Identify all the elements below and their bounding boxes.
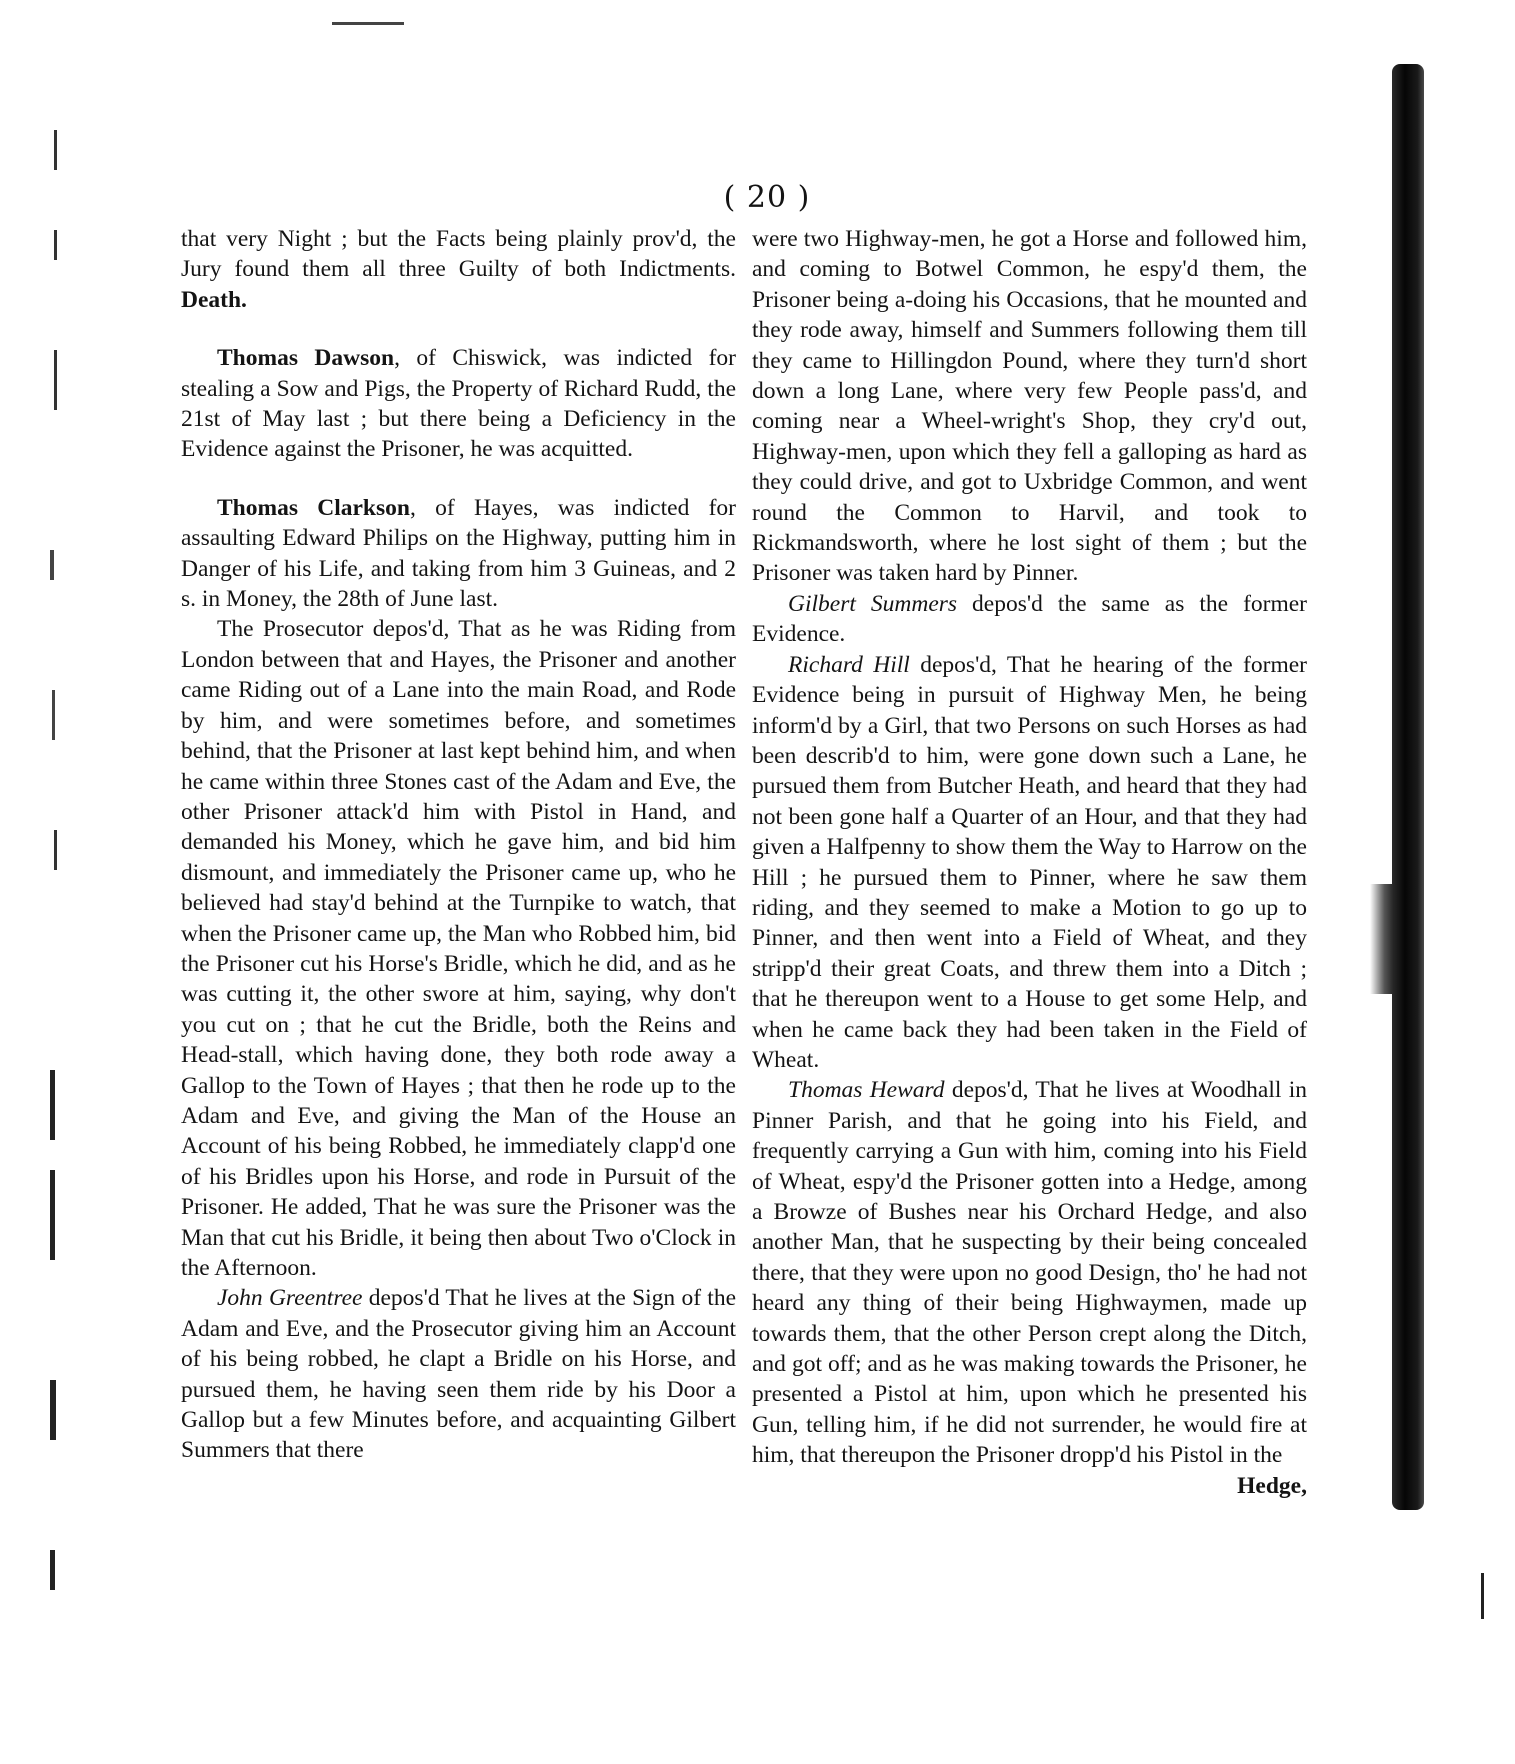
defendant-name: Thomas Clarkson — [217, 494, 410, 521]
paragraph-heward: Thomas Heward depos'd, That he lives at Woodhall in Pinner Parish, and that he going into his Field, and frequently carrying a Gun with him, coming into his Field of Wheat, espy'd the Prisoner gotten into a Hedge, among a Browze of Bushes near his Orchard Hedge, and also another Man, that he suspecting by their being concealed there, that they were upon no good Design, tho' he had not heard any thing of their being Highwaymen, made up towards them, that the other Person crept along the Ditch, and got off; and as he was making towards the Prisoner, he presented a Pistol at him, upon which he presented his Gun, telling him, if he did not surrender, he would fire at him, that thereupon the Prisoner dropp'd his Pistol in the — [752, 1077, 1307, 1469]
defendant-name: Thomas Dawson — [217, 345, 395, 372]
left-column — [181, 224, 736, 1466]
paragraph-summers: Gilbert Summers depos'd the same as the former Evidence. — [752, 590, 1308, 648]
paragraph-verdict-death: that very Night ; but the Facts being plainly prov'd, the Jury found them all three Guilty of both Indictments. Death. — [181, 226, 736, 313]
scan-artifact-rule — [1481, 1573, 1484, 1619]
paragraph-prosecutor: The Prosecutor depos'd, That as he was Riding from London between that and Hayes, the Prisoner and another came Riding out of a Lane into the main Road, and Rode by him, and were sometimes before, and sometimes behind, that the Prisoner at last kept behind him, and when he came within three Stones cast of the Adam and Eve, the other Prisoner attack'd him with Pistol in Hand, and demanded his Money, which he gave him, and bid him dismount, and immediately the Prisoner came up, who he believed had stay'd behind at the Turnpike to watch, that when the Prisoner came up, the Man who Robbed him, bid the Prisoner cut his Horse's Bridle, which he did, and as he was cutting it, the other swore at him, saying, why don't you cut on ; that he cut the Bridle, both the Reins and Head-stall, which having done, they both rode away a Gallop to the Town of Hayes ; that then he rode up to the Adam and Eve, and giving the Man of the House an Account of his being Robbed, he immediately clapp'd one of his Bridles upon his Horse, and rode in Pursuit of the Prisoner. He added, That he was sure the Prisoner was the Man that cut his Bridle, it being then about Two o'Clock in the Afternoon. — [181, 616, 736, 1281]
witness-name: Thomas Heward — [788, 1077, 945, 1104]
right-column — [752, 224, 1307, 1501]
page-number: ( 20 ) — [723, 180, 811, 215]
verdict: Death. — [181, 286, 247, 313]
scan-dark-edge — [1392, 64, 1424, 1510]
witness-name: John Greentree — [217, 1285, 363, 1312]
witness-name: Gilbert Summers — [788, 590, 958, 617]
scan-artifact-line — [332, 22, 404, 25]
paragraph-greentree: John Greentree depos'd That he lives at the Sign of the Adam and Eve, and the Prosecutor giving him an Account of his being robbed, he clapt a Bridle on his Horse, and pursued them, he having seen them ride by his Door a Gallop but a few Minutes before, and acquainting Gilbert Summers that there — [181, 1285, 736, 1464]
scan-margin-marks — [40, 30, 66, 1730]
witness-name: Richard Hill — [788, 651, 910, 678]
paragraph-dawson: Thomas Dawson, of Chiswick, was indicted for stealing a Sow and Pigs, the Property of Richard Rudd, the 21st of May last ; but there being a Deficiency in the Evidence against the Prisoner, he was acquitted. — [181, 345, 736, 463]
paragraph-continuation: were two Highway-men, he got a Horse and followed him, and coming to Botwel Common, he espy'd them, the Prisoner being a-doing his Occasions, that he mounted and they rode away, himself and Summers following them till they came to Hillingdon Pound, where they turn'd short down a long Lane, where very few People pass'd, and coming near a Wheel-wright's Shop, they cry'd out, Highway-men, upon which they fell a galloping as hard as they could drive, and got to Uxbridge Common, and went round the Common to Harvil, and took to Rickmandsworth, where he lost sight of them ; but the Prisoner was taken hard by Pinner. — [752, 226, 1307, 587]
paragraph-clarkson: Thomas Clarkson, of Hayes, was indicted for assaulting Edward Philips on the Highway, putting him in Danger of his Life, and taking from him 3 Guineas, and 2 s. in Money, the 28th of June last. — [181, 494, 736, 613]
catchword: Hedge, — [1237, 1472, 1307, 1499]
paragraph-hill: Richard Hill depos'd, That he hearing of the former Evidence being in pursuit of Highway Men, he being inform'd by a Girl, that two Persons on such Horses as had been describ'd to him, were gone down such a Lane, he pursued them from Butcher Heath, and heard that they had not been gone half a Quarter of an Hour, and that they had given a Halfpenny to show them the Way to Harrow on the Hill ; he pursued them to Pinner, where he saw them riding, and they seemed to make a Motion to go up to Pinner, and then went into a Field of Wheat, and they stripp'd their great Coats, and threw them into a Ditch ; that he thereupon went to a House to get some Help, and when he came back they had been taken in the Field of Wheat. — [752, 651, 1307, 1073]
